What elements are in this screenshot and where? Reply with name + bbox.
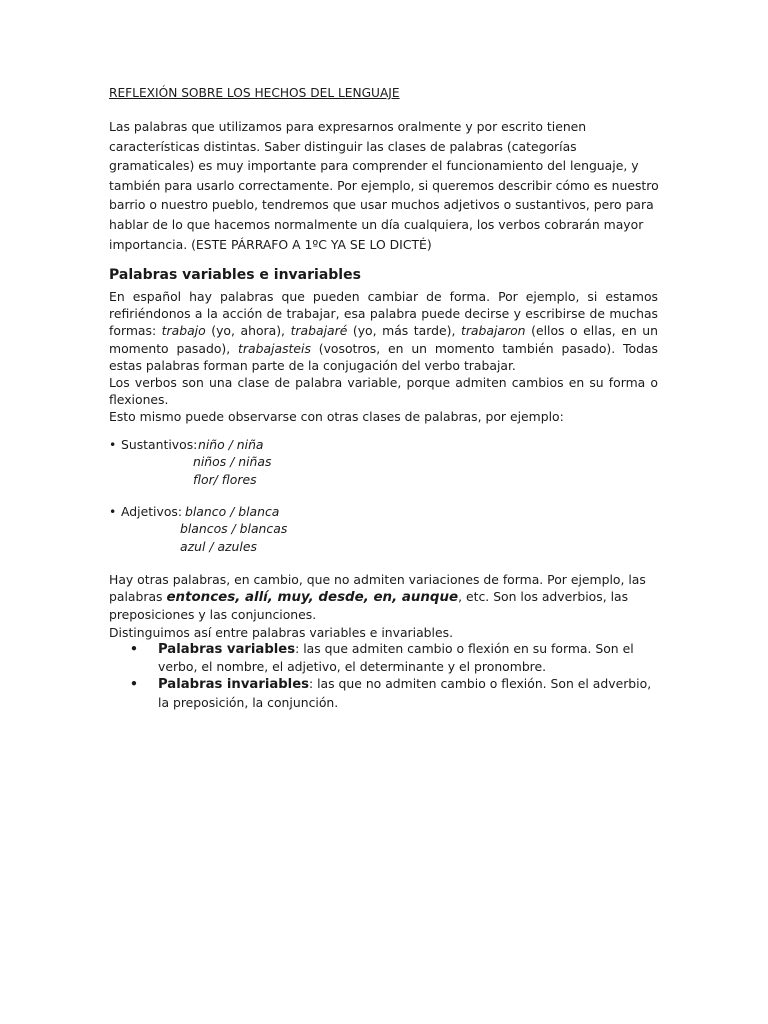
closing-paragraph-2: Distinguimos así entre palabras variables e invariables.: [109, 624, 454, 640]
text-span: (yo, más tarde),: [347, 323, 461, 339]
text-span: (yo, ahora),: [205, 323, 291, 339]
list-label: Sustantivos:: [121, 437, 198, 452]
example-word: trabajo: [161, 323, 206, 339]
text-span: (vosotros, en un momento también pasado). Todas estas palabras forman parte de la conjugación del verbo trabajar.: [109, 340, 658, 373]
text-span: , etc. Son los adverbios, las preposiciones y las conjunciones.: [109, 589, 629, 623]
text-span: En español hay palabras que pueden cambiar de forma. Por ejemplo, si estamos refiriéndonos a la acción de trabajar, esa palabra puede decirse y escribirse de muchas formas:: [109, 289, 658, 339]
section-paragraph-1: [109, 288, 658, 374]
example-pair: blanco / blanca: [185, 504, 280, 519]
definition-item: [130, 675, 660, 710]
example-pair: niños / niñas: [193, 454, 272, 470]
example-pair: blancos / blancas: [180, 521, 288, 537]
list-item: [109, 538, 669, 555]
closing-section: [109, 571, 658, 641]
section-paragraph-3: Esto mismo puede observarse con otras clases de palabras, por ejemplo:: [109, 409, 564, 425]
list-item: [109, 503, 669, 520]
example-word: trabajasteis: [238, 340, 311, 356]
bullet: •: [109, 437, 117, 452]
text-span: Hay otras palabras, en cambio, que no admiten variaciones de forma. Por ejemplo, las palabras: [109, 572, 646, 605]
definition-term: Palabras variables: [158, 642, 296, 657]
list-item: [109, 453, 669, 470]
list-item: [109, 436, 669, 453]
text-span: (ellos o ellas, en un momento pasado),: [109, 323, 658, 356]
bullet: •: [130, 676, 138, 692]
intro-paragraph: Las palabras que utilizamos para expresarnos oralmente y por escrito tienen características distintas. Saber distinguir las clases de palabras (categorías gramaticales) es muy importante para comprender el funcionamiento del lenguaje, y también para usarlo correctamente. Por ejemplo, si queremos describir cómo es nuestro barrio o nuestro pueblo, tendremos que usar muchos adjetivos o sustantivos, pero para hablar de lo que hacemos normalmente un día cualquiera, los verbos cobrarán mayor importancia. (ESTE PÁRRAFO A 1ºC YA SE LO DICTÉ): [109, 119, 659, 252]
definitions-list: [130, 640, 660, 711]
section-paragraph-2: Los verbos son una clase de palabra variable, porque admiten cambios en su forma o flexiones.: [109, 375, 658, 408]
example-pair: azul / azules: [180, 538, 257, 554]
definition-text: : las que admiten cambio o flexión en su forma. Son el verbo, el nombre, el adjetivo, el determinante y el pronombre.: [158, 641, 634, 675]
adjetivos-list: [109, 503, 669, 555]
document-title: REFLEXIÓN SOBRE LOS HECHOS DEL LENGUAJE: [109, 86, 400, 100]
example-pair: niño / niña: [198, 437, 264, 452]
list-item: [109, 471, 669, 488]
section-heading: Palabras variables e invariables: [109, 267, 361, 283]
example-word: trabajaron: [460, 323, 526, 339]
list-item: [109, 520, 669, 537]
sustantivos-list: [109, 436, 669, 488]
closing-paragraph-1: [109, 571, 658, 624]
bullet: •: [109, 504, 117, 519]
definition-text: : las que no admiten cambio o flexión. Son el adverbio, la preposición, la conjunción.: [158, 676, 652, 710]
example-word: trabajaré: [290, 323, 348, 339]
example-pair: flor/ flores: [193, 471, 257, 487]
definition-term: Palabras invariables: [158, 677, 309, 693]
list-label: Adjetivos:: [121, 504, 183, 519]
variables-section: [109, 266, 658, 426]
keyword-list: entonces, allí, muy, desde, en, aunque: [166, 590, 459, 606]
bullet: •: [130, 641, 138, 656]
definition-item: [130, 640, 660, 675]
